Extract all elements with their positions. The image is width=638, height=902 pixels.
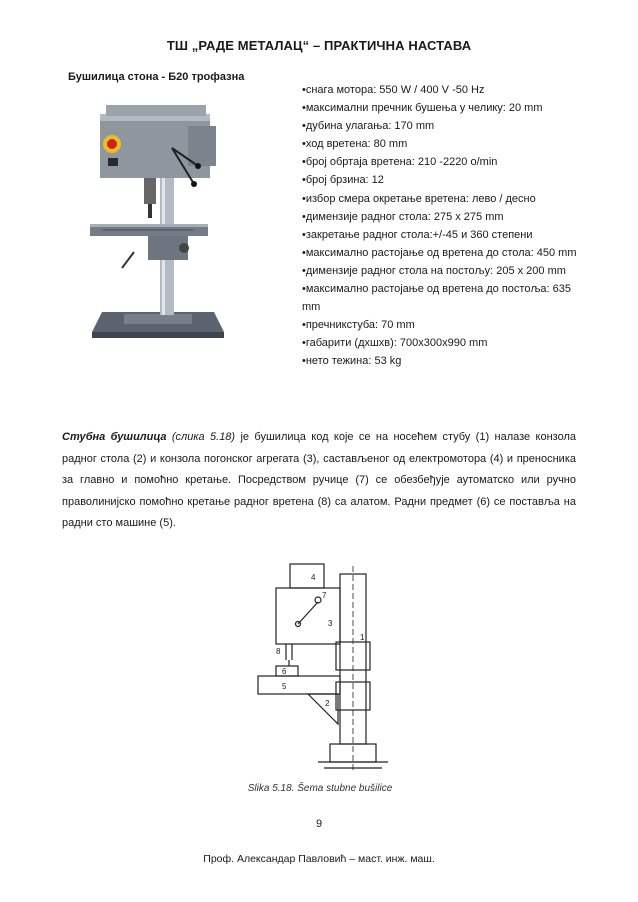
spec-item: •максимално растојање од вретена до постоља: 635 mm (302, 283, 571, 314)
figure-reference: (слика 5.18) (171, 431, 236, 443)
paragraph-term: Стубна бушилица (62, 431, 167, 443)
label-1: 1 (360, 633, 365, 642)
spec-item: •максимално растојање од вретена до стола: 450 mm (302, 246, 577, 259)
label-8: 8 (276, 647, 281, 656)
paragraph-text: је бушилица код које се на носећем стубу (1) налазе конзола радног стола (2) и конзола погонског агрегата (3), састављеног од електромотора (4) и преносника за главно и помоћно кретање. Посредством ручице (7) се обезбеђује аутоматско или ручно праволинијско помоћно кретање радног вретена (8) са алатом. Радни предмет (6) се поставља на радни сто машине (5). (62, 431, 576, 529)
spec-item: •димензије радног стола на постољу: 205 x 200 mm (302, 264, 566, 277)
spec-item: •закретање радног стола:+/-45 и 360 степени (302, 228, 533, 241)
spec-item: •пречникстуба: 70 mm (302, 319, 415, 332)
figure-caption: Slika 5.18. Šema stubne bušilice (247, 783, 393, 794)
spec-item: •димензије радног стола: 275 x 275 mm (302, 210, 504, 223)
spec-item: •избор смера окретање вретена: лево / десно (302, 192, 536, 205)
machine-title: Бушилица стона - Б20 трофазна (68, 71, 245, 83)
spec-item: •нето тежина: 53 kg (302, 355, 402, 368)
description-paragraph (62, 427, 576, 535)
pillar-drill-schematic (238, 556, 400, 778)
spec-item: •габарити (дхшхв): 700x300x990 mm (302, 337, 488, 350)
label-4: 4 (311, 573, 316, 582)
spec-item: •максимални пречник бушења у челику: 20 mm (302, 102, 543, 115)
spec-item: •ход вретена: 80 mm (302, 138, 408, 151)
page-number: 9 (315, 818, 323, 830)
label-6: 6 (282, 667, 287, 676)
spec-list (302, 81, 592, 371)
label-3: 3 (328, 619, 333, 628)
spec-item: •број обртаја вретена: 210 -2220 o/min (302, 156, 498, 169)
label-7: 7 (322, 591, 327, 600)
spec-item: •дубина улагања: 170 mm (302, 120, 435, 133)
drill-press-photo (82, 100, 234, 346)
label-2: 2 (325, 699, 330, 708)
spec-item: •снага мотора: 550 W / 400 V -50 Hz (302, 84, 485, 96)
page-header: ТШ „РАДЕ МЕТАЛАЦ“ – ПРАКТИЧНА НАСТАВА (166, 38, 472, 53)
label-5: 5 (282, 682, 287, 691)
page-footer: Проф. Александар Павловић – маст. инж. маш. (203, 853, 435, 865)
spec-item: •број брзина: 12 (302, 174, 384, 187)
